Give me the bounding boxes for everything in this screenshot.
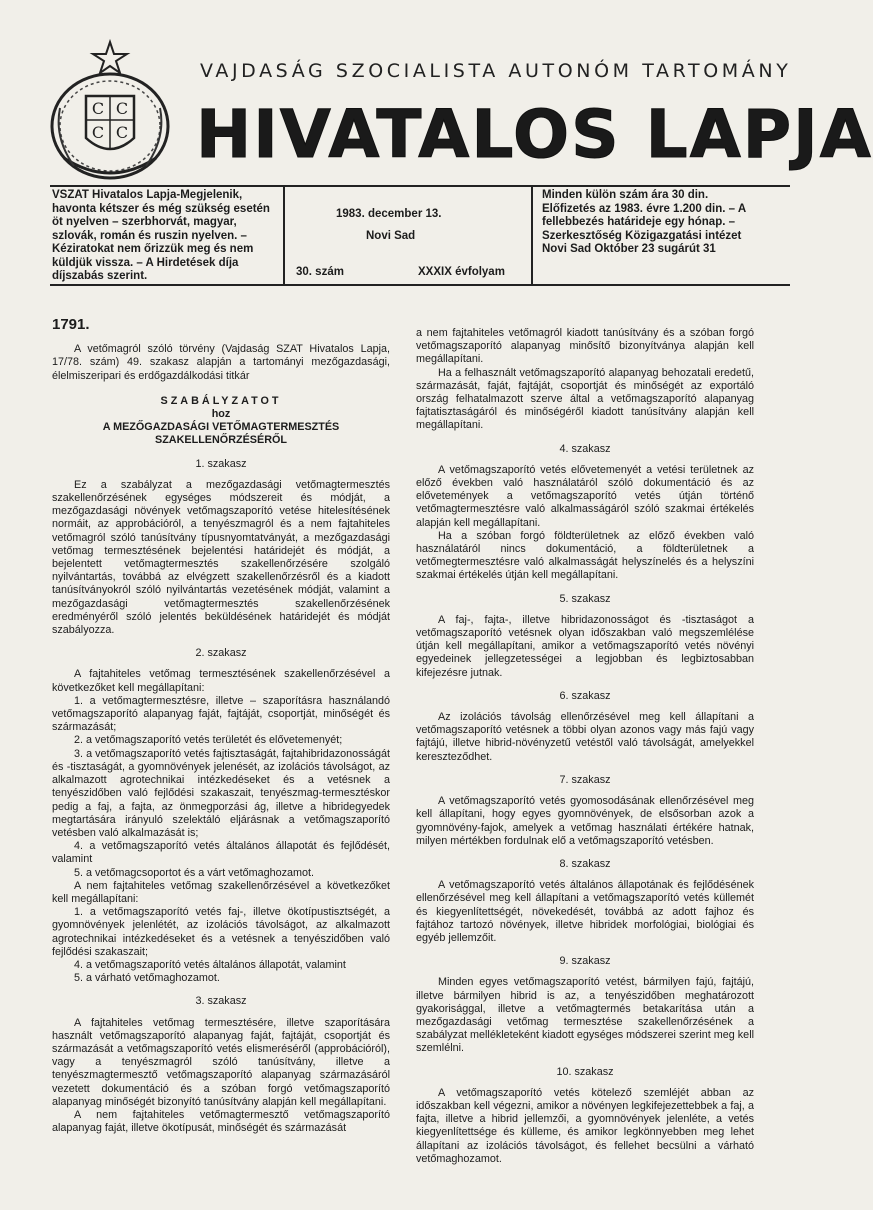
section-text: A vetőmagszaporító vetés kötelező szemléjét abban az időszakban kell végezni, amikor a növényen legkifejezettebbek a faj, a fajta, illetve a hibrid jellemzői, a gyomnövények jelenléte, a vetés kiegyenlítettsége és külleme, és amikor legkönnyebben meg lehet állapítani az izolációs távolságot, és fellehet becsülni a várható vetőmaghozamot. (416, 1086, 754, 1165)
svg-text:С: С (91, 99, 105, 118)
section-text: A nem fajtahiteles vetőmagtermesztő vetőmagszaporító alapanyag faját, illetve ökotípusát, minőségét és származását (52, 1108, 390, 1135)
coat-of-arms-emblem (44, 38, 176, 188)
header-place: Novi Sad (366, 230, 416, 242)
section-heading: 8. szakasz (559, 857, 611, 870)
section-text: A vetőmagszaporító vetés gyomosodásának ellenőrzésével meg kell állapítani, hogy egyes gyomnövények, de elsősorban azok a gyomnövény-fajok, amelyek a vetőmag használati értékére hatnak, milyen mértékben fordulnak elő a vetőmagszaporító vetésben. (416, 795, 754, 847)
list-item: 4. a vetőmagszaporító vetés általános állapotát és fejlődését, valamint (52, 840, 390, 866)
header-volume: XXXIX évfolyam (418, 266, 505, 278)
section-text: Ha a szóban forgó földterületnek az előző években való használatáról nincs dokumentáció, a földterületnek a vetőmegtermesztésre való alkalmasságát helyszínelés és a helyszíni szakmai értékelés útján kell megállapítani. (416, 529, 754, 582)
list-item: 5. a várható vetőmaghozamot. (74, 972, 220, 985)
document-title-connector: hoz (211, 408, 231, 421)
list-item: 4. a vetőmagszaporító vetés általános állapotát, valamint (74, 958, 346, 971)
section-text: A fajtahiteles vetőmag termesztésének szakellenőrzésével a következőket kell megállapítani: (52, 668, 390, 694)
section-heading: 3. szakasz (195, 995, 247, 1008)
header-publication-info: VSZAT Hivatalos Lapja-Megjelenik, havonta kétszer és még szükség esetén öt nyelven – szerbhorvát, magyar, szlovák, román és ruszin nyelven. – Kéziratokat nem őrizzük meg és nem küldjük vissza. – A Hirdetések díja díjszabás szerint. (52, 189, 270, 282)
section-heading: 5. szakasz (559, 592, 611, 605)
section-heading: 2. szakasz (195, 647, 247, 660)
section-heading: 10. szakasz (556, 1065, 614, 1078)
section-heading: 4. szakasz (559, 442, 611, 455)
section-heading: 7. szakasz (559, 773, 611, 786)
section-text: A vetőmagszaporító vetés elővetemenyét a vetési területnek az előző években való használatáról szóló dokumentáció és az elővetemények a vetőmagszaporító vetés útján történő vetőmagtermesztésre való alkalmasságáról szóló szakmai értékelés alapján kell megállapítani. (416, 463, 754, 529)
section-text: A faj-, fajta-, illetve hibridazonosságot és -tisztaságot a vetőmagszaporító vetésnek olyan időszakban való megszemlélése útján kell megállapítani, amikor a vetőmagszaporító vetés növényi egyedeinek jellegzetességei a legjobban és legbiztosabban kifejezésre jutnak. (416, 613, 754, 679)
svg-text:С: С (115, 123, 129, 142)
header-price-info: Minden külön szám ára 30 din. Előfizetés az 1983. évre 1.200 din. – A fellebbezés határideje egy hónap. – Szerkesztőség Közigazgatási intézet Novi Sad Október 23 sugárút 31 (542, 189, 746, 255)
masthead-title: HIVATALOS LAPJA (196, 92, 792, 178)
section-text: A nem fajtahiteles vetőmag szakellenőrzésével a következőket kell megállapítani: (52, 879, 390, 905)
section-text: a nem fajtahiteles vetőmagról kiadott tanúsítvány és a szóban forgó vetőmagszaporító alapanyag minősítő bizonyítványa alapján kell megállapítani. (416, 327, 754, 366)
header-top-rule (50, 185, 790, 187)
left-column (52, 318, 390, 1135)
section-heading: 6. szakasz (559, 689, 611, 702)
svg-text:С: С (91, 123, 105, 142)
header-divider-right (531, 185, 533, 286)
header-bottom-rule (50, 284, 790, 286)
section-heading: 9. szakasz (559, 955, 611, 968)
preamble: A vetőmagról szóló törvény (Vajdaság SZAT Hivatalos Lapja, 17/78. szám) 49. szakasz alapján a tartományi mezőgazdasági, élelmiszeripari és erdőgazdálkodási titkár (52, 343, 390, 382)
document-number: 1791. (52, 316, 90, 333)
section-text: A fajtahiteles vetőmag termesztésére, illetve szaporítására használt vetőmagszaporító alapanyag faját, fajtáját, csoportját és származását a vetőmagszaporító vetés elismeréséről (approbációról), vagy a tenyészmagról szóló tanúsítvány, illetve a tenyészmagtermesztő vetőmagszaporító alapanyag származásáról vezetett dokumentáció és a szóban forgó vetőmagszaporító alapanyag minőségét bizonyító tanúsítvány alapján kell megállapítani. (52, 1016, 390, 1108)
header-divider-left (283, 185, 285, 286)
masthead-top-line: VAJDASÁG SZOCIALISTA AUTONÓM TARTOMÁNY (200, 60, 792, 82)
header-issue-number: 30. szám (296, 266, 344, 278)
section-text: A vetőmagszaporító vetés általános állapotának és fejlődésének ellenőrzésével meg kell állapítani a vetőmagszaporító vetés küllemét és kiegyenlítettségét, növekedését, továbbá az adott fajhoz és fajtához tartozó növények, illetve hibridek morfológiai, biológiai és egyéb jellemzőit. (416, 879, 754, 944)
section-heading: 1. szakasz (195, 457, 247, 470)
document-title: SZABÁLYZATOT (160, 394, 282, 407)
list-item: 1. a vetőmagszaporító vetés faj-, illetve ökotípustisztségét, a gyomnövények jelenlétét, az izolációs távolságot, az alkalmazott agrotechnikai intézkedéseket és a vetésnek a tenyészidőben való fejlődési szakaszait; (52, 906, 390, 958)
list-item: 2. a vetőmagszaporító vetés területét és elővetemenyét; (74, 734, 343, 747)
list-item: 1. a vetőmagtermesztésre, illetve – szaporításra használandó vetőmagszaporító alapanyag faját, fajtáját, csoportját, minőségét és származását; (52, 694, 390, 734)
section-text: Ha a felhasznált vetőmagszaporító alapanyag behozatali eredetű, származását, faját, fajtáját, csoportját és minőségét az exportáló ország felhatalmazott szerve által a vetőmagszaporító alapanyag fajtatisztaságáról és minőségéről kiadott tanúsítvány alapján kell megállapítani. (416, 366, 754, 432)
list-item: 5. a vetőmagcsoportot és a várt vetőmaghozamot. (74, 866, 315, 879)
section-text: Az izolációs távolság ellenőrzésével meg kell állapítani a vetőmagszaporító vetésnek a többi olyan azonos vagy más fajú vagy fajtájú, illetve hibrid-növényzetű vetéstől való távolságát, amelyekkel kereszteződhet. (416, 711, 754, 763)
right-column (416, 327, 754, 1166)
section-text: Ez a szabályzat a mezőgazdasági vetőmagtermesztés szakellenőrzésének egységes módszereit és módját, a mezőgazdasági növények vetőmagszaporító vetése hitelesítésének normáit, az approbációról, a tenyészmagról és a nem fajtahiteles vetőmagról szóló tanúsítvány típusnyomtatványát, a mezőgazdasági vetőmag termesztésének bejelentési határidejét és módját, a bejelentett vetőmagtermesztés szakellenőrzésére szolgáló nyilvántartás, továbbá az elvégzett szakellenőrzésről és a kiadott tanúsítványokról szóló nyilvántartás vezetésének módját, valamint a mezőgazdasági vetőmagtermesztés szakellenőrzésének eredményéről szóló jelentés beküldésének határidejét és módját szabályozza. (52, 478, 390, 637)
document-subject: A MEZŐGAZDASÁGI VETŐMAGTERMESZTÉS SZAKELLENŐRZÉSÉRŐL (102, 421, 340, 447)
svg-text:С: С (115, 99, 129, 118)
header-date: 1983. december 13. (336, 208, 442, 220)
list-item: 3. a vetőmagszaporító vetés fajtisztaságát, fajtahibridazonosságát és -tisztaságát, a gyomnövények jelenését, az izolációs távolságot, az alkalmazott agrotechnikai intézkedéseket és a vetésnek a tenyészidőben való fejlődési szakaszait, tenyészmag-termesztéskor pedig a faj, a fajta, az önmegporzási ág, illetve a hibridegyedek megtartására irányuló szelektáló eljárásnak a vetőmagszaporító vetésben való alkalmazását is; (52, 747, 390, 839)
section-text: Minden egyes vetőmagszaporító vetést, bármilyen fajú, fajtájú, illetve bármilyen hibrid is az, a tenyészidőben meghatározott gyakorisággal, illetve a vetőmagtermés betakarítása után a mezőgazdasági vetőmag termesztése szakellenőrzésének a szabályzat mellékleteként kiadott egységes módszerei szerint meg kell szemlélni. (416, 976, 754, 1055)
